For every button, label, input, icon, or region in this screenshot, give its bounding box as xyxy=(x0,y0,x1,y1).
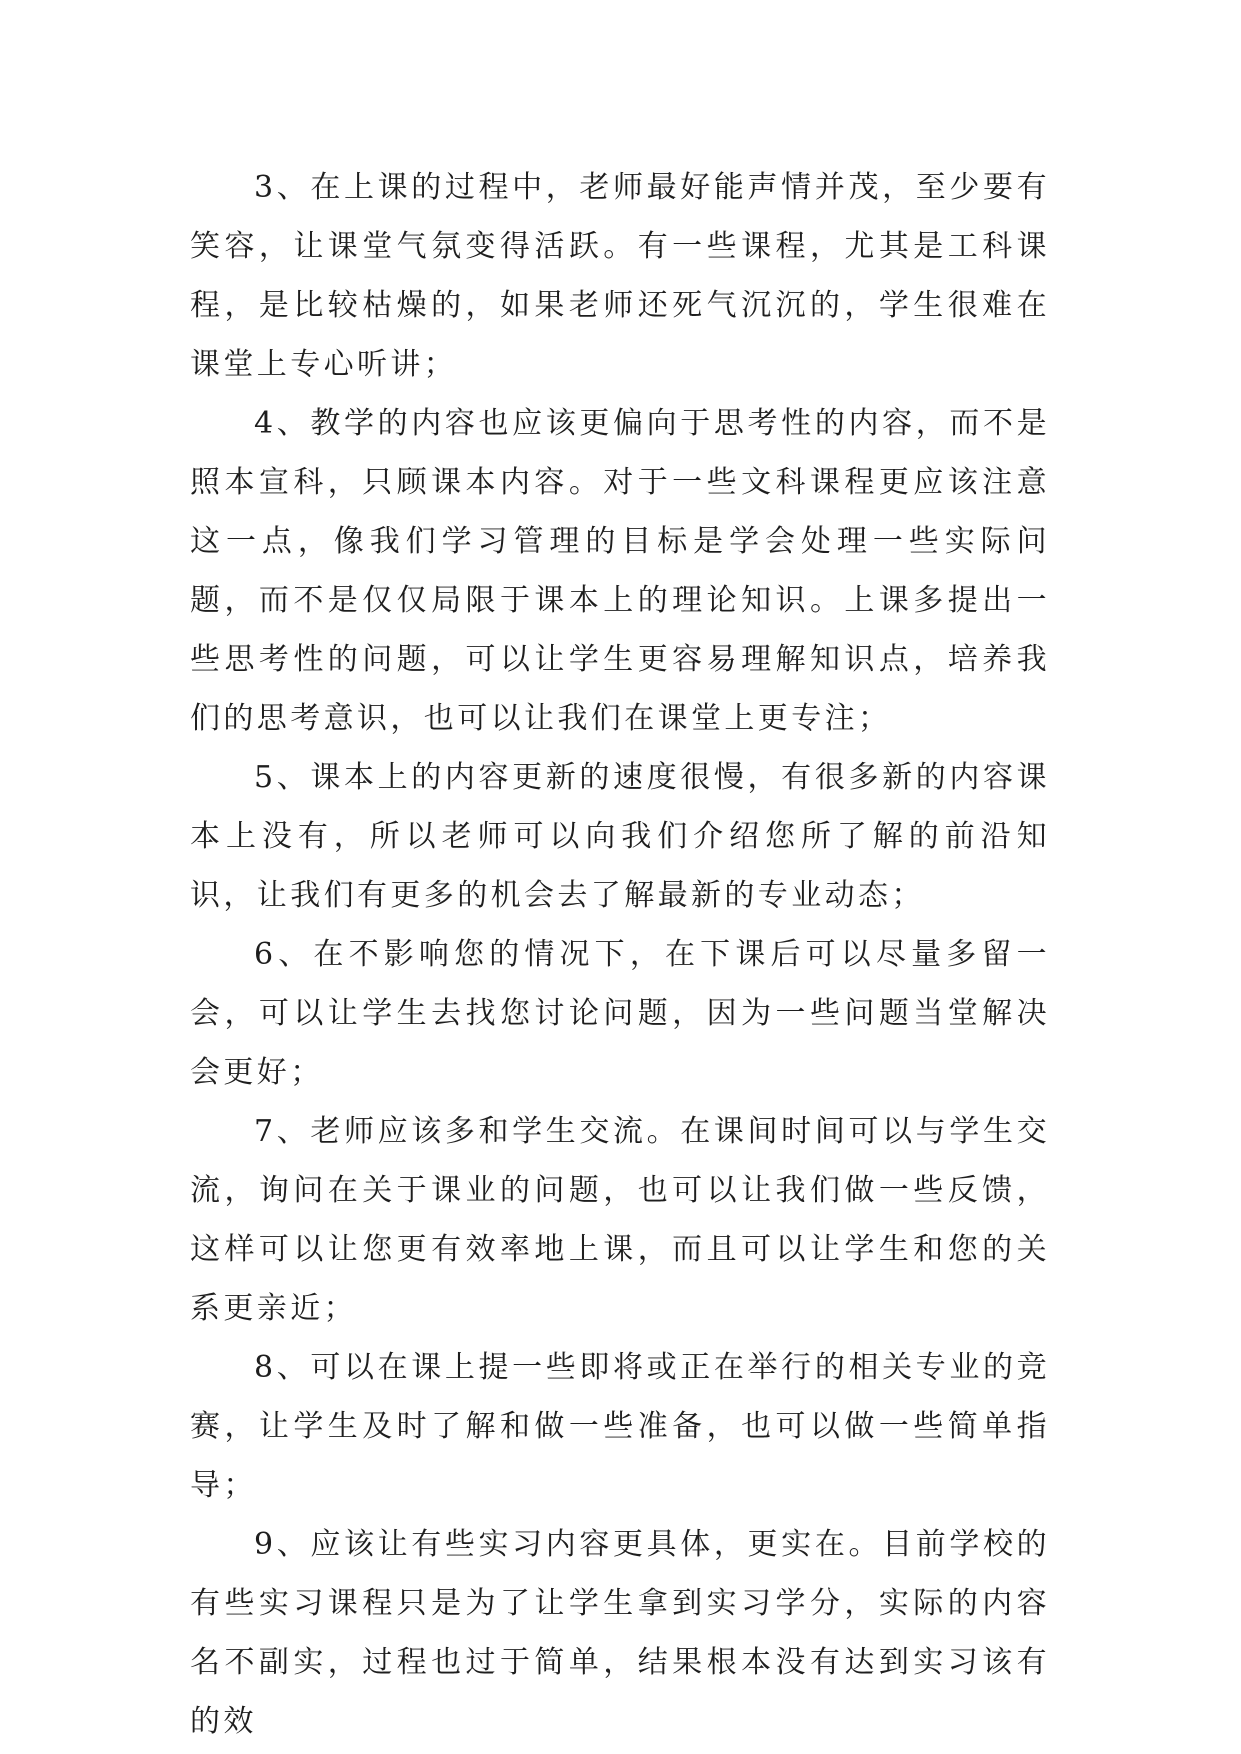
paragraph-item-8: 8、可以在课上提一些即将或正在举行的相关专业的竞赛，让学生及时了解和做一些准备，也可以做一些简单指导； xyxy=(190,1350,1050,1503)
document-body xyxy=(190,158,1050,1751)
paragraph-item-5: 5、课本上的内容更新的速度很慢，有很多新的内容课本上没有，所以老师可以向我们介绍您所了解的前沿知识，让我们有更多的机会去了解最新的专业动态； xyxy=(190,760,1050,913)
paragraph-item-4: 4、教学的内容也应该更偏向于思考性的内容，而不是照本宣科，只顾课本内容。对于一些文科课程更应该注意这一点，像我们学习管理的目标是学会处理一些实际问题，而不是仅仅局限于课本上的理论知识。上课多提出一些思考性的问题，可以让学生更容易理解知识点，培养我们的思考意识，也可以让我们在课堂上更专注； xyxy=(190,406,1050,736)
paragraph-item-6: 6、在不影响您的情况下，在下课后可以尽量多留一会，可以让学生去找您讨论问题，因为一些问题当堂解决会更好； xyxy=(190,937,1050,1090)
paragraph-item-9: 9、应该让有些实习内容更具体，更实在。目前学校的有些实习课程只是为了让学生拿到实习学分，实际的内容名不副实，过程也过于简单，结果根本没有达到实习该有的效 xyxy=(190,1527,1050,1739)
paragraph-item-7: 7、老师应该多和学生交流。在课间时间可以与学生交流，询问在关于课业的问题，也可以让我们做一些反馈，这样可以让您更有效率地上课，而且可以让学生和您的关系更亲近； xyxy=(190,1114,1050,1326)
paragraph-item-3: 3、在上课的过程中，老师最好能声情并茂，至少要有笑容，让课堂气氛变得活跃。有一些课程，尤其是工科课程，是比较枯燥的，如果老师还死气沉沉的，学生很难在课堂上专心听讲； xyxy=(190,170,1050,382)
